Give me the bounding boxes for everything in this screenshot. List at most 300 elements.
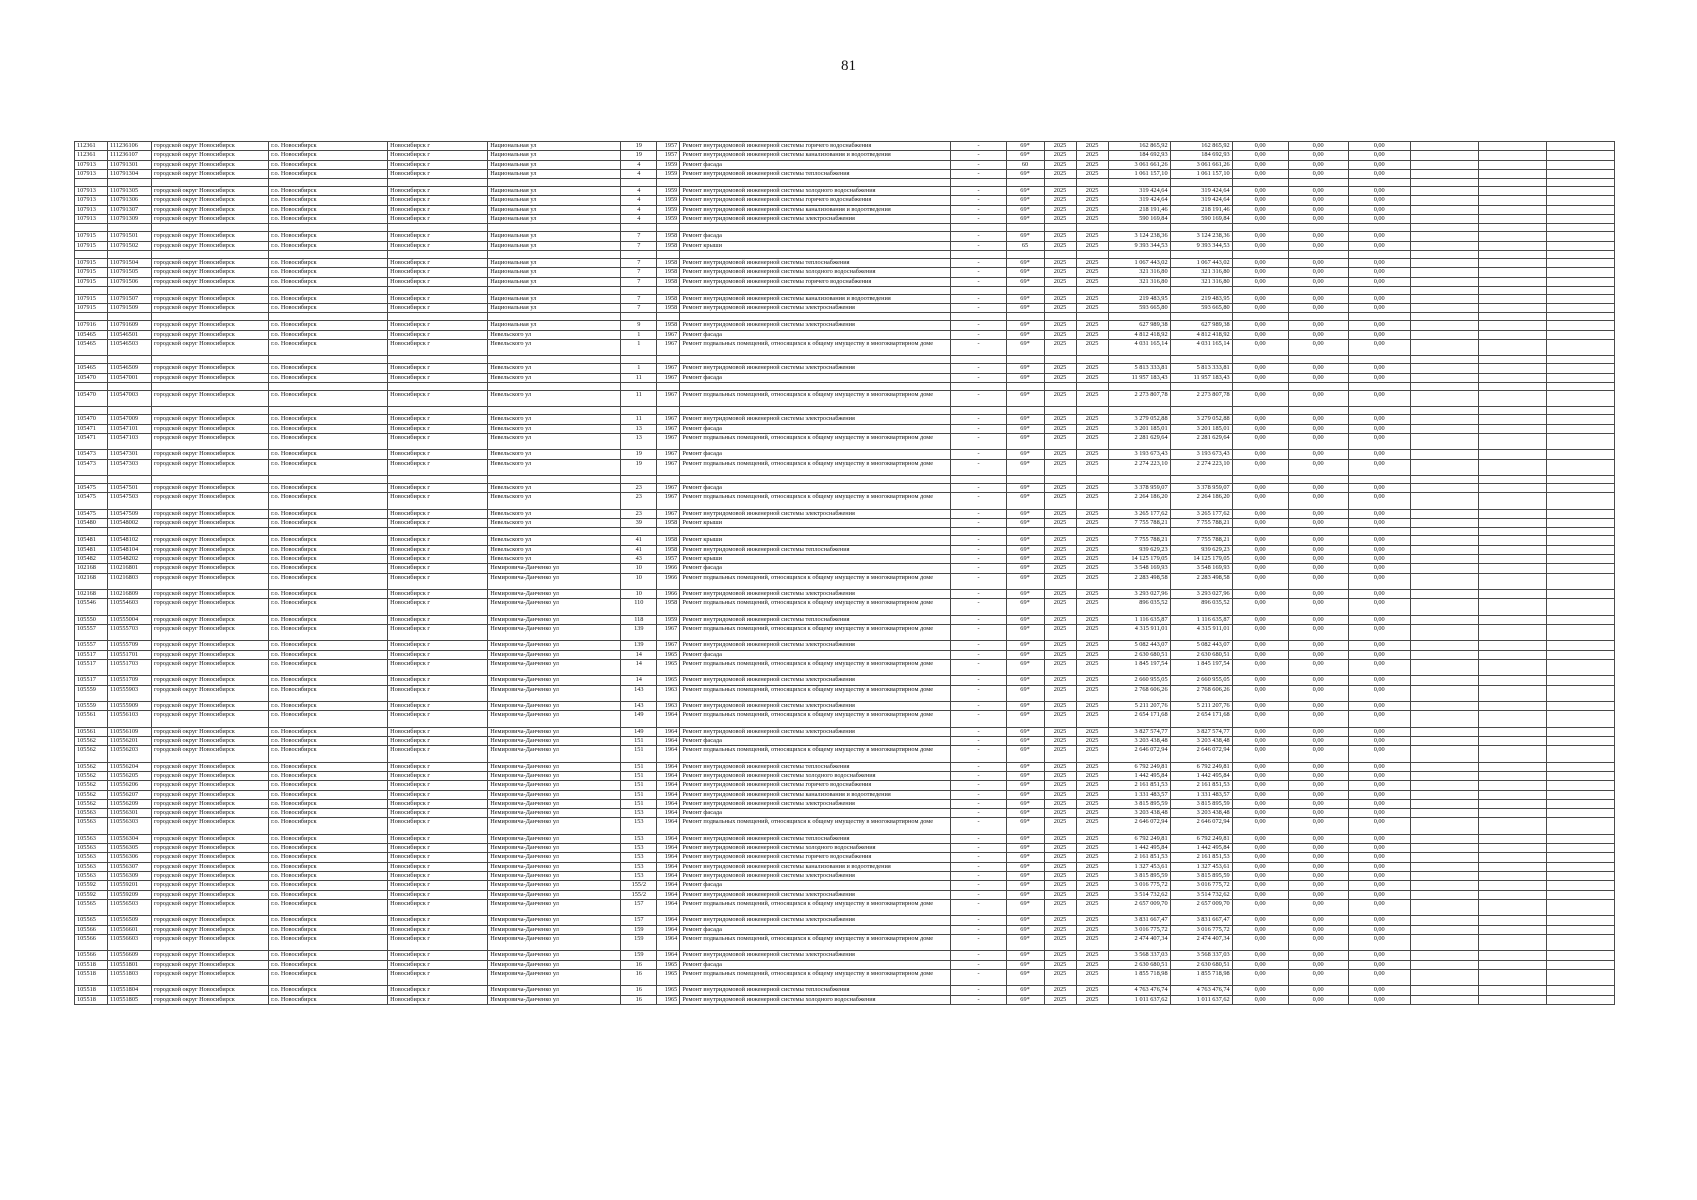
cell-cost-b: 0,00 xyxy=(1288,844,1348,853)
empty-cell xyxy=(1006,224,1044,232)
cell-year-end: 2025 xyxy=(1076,881,1108,890)
cell-build-year: 1965 xyxy=(657,659,680,675)
cell-wear: 69* xyxy=(1006,986,1044,995)
cell-build-year: 1959 xyxy=(657,196,680,205)
empty-cell xyxy=(1478,250,1546,258)
cell-municipality: городской округ Новосибирск xyxy=(152,676,269,685)
cell-build-year: 1967 xyxy=(657,415,680,424)
cell-col-dash: - xyxy=(951,995,1006,1004)
cell-col-dash: - xyxy=(951,659,1006,675)
cell-year-end: 2025 xyxy=(1076,862,1108,871)
cell-year-start: 2025 xyxy=(1044,151,1076,160)
cell-year-start: 2025 xyxy=(1044,340,1076,356)
cell-municipality: городской округ Новосибирск xyxy=(152,205,269,214)
cell-house-id: 107915 xyxy=(75,277,108,286)
empty-cell xyxy=(1348,356,1410,364)
empty-cell xyxy=(1288,313,1348,321)
cell-extra-b xyxy=(1478,615,1546,624)
cell-cost-c: 0,00 xyxy=(1348,853,1410,862)
empty-cell xyxy=(108,179,152,187)
cell-street: Немировича-Данченко ул xyxy=(488,624,621,640)
cell-year-start: 2025 xyxy=(1044,493,1076,509)
cell-wear: 69* xyxy=(1006,711,1044,727)
cell-year-end: 2025 xyxy=(1076,762,1108,771)
cell-cost-c: 0,00 xyxy=(1348,771,1410,780)
cell-work-type: Ремонт подвальных помещений, относящихся к общему имуществу в многоквартирном доме xyxy=(680,659,951,675)
cell-cost-fund: 3 514 732,62 xyxy=(1170,890,1232,899)
cell-cost-fund: 3 827 574,77 xyxy=(1170,727,1232,736)
empty-cell xyxy=(1478,224,1546,232)
cell-extra-c xyxy=(1546,142,1614,151)
cell-cost-c: 0,00 xyxy=(1348,781,1410,790)
cell-house-number: 16 xyxy=(621,960,657,969)
cell-element-id: 110551803 xyxy=(108,969,152,985)
empty-cell xyxy=(1288,286,1348,294)
cell-cost-b: 0,00 xyxy=(1288,599,1348,615)
empty-cell xyxy=(951,224,1006,232)
cell-extra-a xyxy=(1410,809,1478,818)
cell-year-start: 2025 xyxy=(1044,232,1076,241)
cell-cost-b: 0,00 xyxy=(1288,187,1348,196)
cell-street: Национальная ул xyxy=(488,294,621,303)
cell-cost-b: 0,00 xyxy=(1288,702,1348,711)
cell-extra-c xyxy=(1546,160,1614,169)
cell-cost-total: 3 203 438,48 xyxy=(1108,736,1170,745)
cell-cost-total: 3 279 052,88 xyxy=(1108,415,1170,424)
empty-cell xyxy=(152,250,269,258)
cell-cost-total: 9 393 344,53 xyxy=(1108,241,1170,250)
cell-street: Немировича-Данченко ул xyxy=(488,711,621,727)
cell-street: Национальная ул xyxy=(488,268,621,277)
cell-extra-b xyxy=(1478,434,1546,450)
cell-col-dash: - xyxy=(951,484,1006,493)
empty-cell xyxy=(1076,528,1108,536)
cell-wear: 69* xyxy=(1006,434,1044,450)
cell-year-start: 2025 xyxy=(1044,196,1076,205)
cell-wear: 69* xyxy=(1006,925,1044,934)
cell-element-id: 110555004 xyxy=(108,615,152,624)
cell-cost-a: 0,00 xyxy=(1232,969,1288,985)
cell-district: г.о. Новосибирск xyxy=(269,853,388,862)
cell-extra-c xyxy=(1546,799,1614,808)
cell-cost-c: 0,00 xyxy=(1348,373,1410,382)
cell-house-id: 105563 xyxy=(75,844,108,853)
cell-cost-c: 0,00 xyxy=(1348,881,1410,890)
cell-cost-a: 0,00 xyxy=(1232,364,1288,373)
cell-col-dash: - xyxy=(951,151,1006,160)
cell-year-end: 2025 xyxy=(1076,659,1108,675)
cell-cost-a: 0,00 xyxy=(1232,241,1288,250)
cell-element-id: 110791504 xyxy=(108,258,152,267)
empty-cell xyxy=(951,383,1006,391)
cell-extra-a xyxy=(1410,890,1478,899)
cell-wear: 69* xyxy=(1006,853,1044,862)
cell-cost-fund: 1 855 718,98 xyxy=(1170,969,1232,985)
cell-city: Новосибирск г xyxy=(388,434,488,450)
cell-element-id: 110791609 xyxy=(108,321,152,330)
cell-extra-c xyxy=(1546,762,1614,771)
cell-cost-a: 0,00 xyxy=(1232,509,1288,518)
cell-cost-total: 2 264 186,20 xyxy=(1108,493,1170,509)
cell-year-end: 2025 xyxy=(1076,899,1108,915)
table-row xyxy=(75,615,1615,624)
cell-extra-a xyxy=(1410,624,1478,640)
cell-col-dash: - xyxy=(951,925,1006,934)
cell-cost-c: 0,00 xyxy=(1348,536,1410,545)
empty-cell xyxy=(388,286,488,294)
cell-build-year: 1966 xyxy=(657,589,680,598)
cell-wear: 69* xyxy=(1006,676,1044,685)
empty-cell xyxy=(1348,250,1410,258)
cell-cost-c: 0,00 xyxy=(1348,951,1410,960)
cell-cost-a: 0,00 xyxy=(1232,650,1288,659)
cell-city: Новосибирск г xyxy=(388,391,488,407)
cell-work-type: Ремонт крыши xyxy=(680,554,951,563)
cell-extra-a xyxy=(1410,659,1478,675)
cell-street: Немировича-Данченко ул xyxy=(488,951,621,960)
cell-year-start: 2025 xyxy=(1044,391,1076,407)
empty-cell xyxy=(657,224,680,232)
cell-cost-a: 0,00 xyxy=(1232,659,1288,675)
cell-work-type: Ремонт внутридомовой инженерной системы горячего водоснабжения xyxy=(680,781,951,790)
cell-col-dash: - xyxy=(951,415,1006,424)
cell-year-start: 2025 xyxy=(1044,258,1076,267)
cell-cost-total: 1 067 443,02 xyxy=(1108,258,1170,267)
cell-element-id: 110556304 xyxy=(108,834,152,843)
cell-cost-a: 0,00 xyxy=(1232,277,1288,286)
cell-house-id: 105559 xyxy=(75,685,108,701)
cell-cost-total: 1 011 637,62 xyxy=(1108,995,1170,1004)
cell-cost-fund: 7 755 788,21 xyxy=(1170,536,1232,545)
cell-build-year: 1964 xyxy=(657,711,680,727)
cell-element-id: 110216803 xyxy=(108,573,152,589)
empty-cell xyxy=(1170,313,1232,321)
cell-house-id: 107915 xyxy=(75,294,108,303)
cell-district: г.о. Новосибирск xyxy=(269,258,388,267)
cell-year-start: 2025 xyxy=(1044,321,1076,330)
cell-col-dash: - xyxy=(951,853,1006,862)
cell-wear: 69* xyxy=(1006,844,1044,853)
cell-cost-fund: 321 316,80 xyxy=(1170,277,1232,286)
cell-district: г.о. Новосибирск xyxy=(269,554,388,563)
cell-cost-total: 2 281 629,64 xyxy=(1108,434,1170,450)
cell-element-id: 110546509 xyxy=(108,364,152,373)
cell-col-dash: - xyxy=(951,573,1006,589)
cell-year-start: 2025 xyxy=(1044,702,1076,711)
cell-extra-b xyxy=(1478,995,1546,1004)
cell-cost-b: 0,00 xyxy=(1288,834,1348,843)
cell-cost-fund: 319 424,64 xyxy=(1170,196,1232,205)
cell-cost-total: 14 125 179,05 xyxy=(1108,554,1170,563)
empty-cell xyxy=(1546,356,1614,364)
empty-cell xyxy=(680,476,951,484)
empty-cell xyxy=(1044,313,1076,321)
cell-extra-c xyxy=(1546,330,1614,339)
cell-extra-a xyxy=(1410,564,1478,573)
cell-cost-b: 0,00 xyxy=(1288,790,1348,799)
cell-wear: 69* xyxy=(1006,995,1044,1004)
cell-build-year: 1967 xyxy=(657,624,680,640)
cell-cost-b: 0,00 xyxy=(1288,536,1348,545)
cell-cost-fund: 3 378 959,07 xyxy=(1170,484,1232,493)
cell-col-dash: - xyxy=(951,545,1006,554)
cell-cost-fund: 3 203 438,48 xyxy=(1170,809,1232,818)
cell-work-type: Ремонт внутридомовой инженерной системы горячего водоснабжения xyxy=(680,853,951,862)
empty-cell xyxy=(1170,286,1232,294)
cell-district: г.о. Новосибирск xyxy=(269,771,388,780)
cell-cost-b: 0,00 xyxy=(1288,746,1348,762)
table-row xyxy=(75,771,1615,780)
cell-work-type: Ремонт внутридомовой инженерной системы горячего водоснабжения xyxy=(680,142,951,151)
cell-house-id: 105562 xyxy=(75,762,108,771)
cell-extra-b xyxy=(1478,736,1546,745)
empty-cell xyxy=(1044,476,1076,484)
cell-city: Новосибирск г xyxy=(388,459,488,475)
cell-extra-b xyxy=(1478,960,1546,969)
cell-build-year: 1967 xyxy=(657,509,680,518)
cell-col-dash: - xyxy=(951,951,1006,960)
cell-municipality: городской округ Новосибирск xyxy=(152,960,269,969)
cell-extra-a xyxy=(1410,862,1478,871)
cell-city: Новосибирск г xyxy=(388,493,488,509)
cell-element-id: 110791307 xyxy=(108,205,152,214)
cell-extra-c xyxy=(1546,951,1614,960)
cell-year-end: 2025 xyxy=(1076,294,1108,303)
table-row xyxy=(75,434,1615,450)
cell-element-id: 110556309 xyxy=(108,872,152,881)
cell-house-id: 112361 xyxy=(75,142,108,151)
cell-element-id: 110791505 xyxy=(108,268,152,277)
cell-year-start: 2025 xyxy=(1044,853,1076,862)
cell-cost-b: 0,00 xyxy=(1288,232,1348,241)
cell-city: Новосибирск г xyxy=(388,599,488,615)
cell-house-id: 105563 xyxy=(75,862,108,871)
cell-cost-c: 0,00 xyxy=(1348,330,1410,339)
cell-year-end: 2025 xyxy=(1076,330,1108,339)
cell-wear: 60 xyxy=(1006,160,1044,169)
empty-cell xyxy=(1348,528,1410,536)
cell-cost-a: 0,00 xyxy=(1232,641,1288,650)
cell-house-number: 14 xyxy=(621,650,657,659)
cell-work-type: Ремонт внутридомовой инженерной системы канализования и водоотведения xyxy=(680,790,951,799)
empty-cell xyxy=(1108,407,1170,415)
cell-year-end: 2025 xyxy=(1076,340,1108,356)
table-row xyxy=(75,391,1615,407)
cell-build-year: 1964 xyxy=(657,771,680,780)
empty-cell xyxy=(1348,313,1410,321)
cell-year-start: 2025 xyxy=(1044,215,1076,224)
cell-cost-a: 0,00 xyxy=(1232,599,1288,615)
cell-cost-fund: 3 124 238,36 xyxy=(1170,232,1232,241)
cell-street: Немировича-Данченко ул xyxy=(488,564,621,573)
cell-district: г.о. Новосибирск xyxy=(269,599,388,615)
table-body xyxy=(75,142,1615,1005)
cell-year-end: 2025 xyxy=(1076,258,1108,267)
cell-year-end: 2025 xyxy=(1076,986,1108,995)
cell-year-start: 2025 xyxy=(1044,890,1076,899)
cell-city: Новосибирск г xyxy=(388,321,488,330)
cell-city: Новосибирск г xyxy=(388,536,488,545)
cell-cost-a: 0,00 xyxy=(1232,890,1288,899)
cell-work-type: Ремонт внутридомовой инженерной системы холодного водоснабжения xyxy=(680,268,951,277)
cell-extra-b xyxy=(1478,484,1546,493)
empty-cell xyxy=(1170,383,1232,391)
cell-street: Национальная ул xyxy=(488,277,621,286)
cell-street: Невельского ул xyxy=(488,434,621,450)
cell-cost-total: 1 855 718,98 xyxy=(1108,969,1170,985)
cell-cost-b: 0,00 xyxy=(1288,321,1348,330)
cell-extra-a xyxy=(1410,519,1478,528)
cell-house-number: 151 xyxy=(621,736,657,745)
cell-cost-a: 0,00 xyxy=(1232,321,1288,330)
cell-cost-total: 162 865,92 xyxy=(1108,142,1170,151)
cell-extra-c xyxy=(1546,258,1614,267)
cell-municipality: городской округ Новосибирск xyxy=(152,589,269,598)
cell-house-number: 159 xyxy=(621,925,657,934)
cell-city: Новосибирск г xyxy=(388,294,488,303)
cell-cost-b: 0,00 xyxy=(1288,624,1348,640)
cell-extra-c xyxy=(1546,169,1614,178)
cell-element-id: 110791304 xyxy=(108,169,152,178)
cell-wear: 69* xyxy=(1006,862,1044,871)
table-row xyxy=(75,659,1615,675)
cell-wear: 69* xyxy=(1006,727,1044,736)
cell-house-id: 105475 xyxy=(75,484,108,493)
cell-year-start: 2025 xyxy=(1044,304,1076,313)
cell-extra-b xyxy=(1478,624,1546,640)
cell-wear: 69* xyxy=(1006,294,1044,303)
empty-cell xyxy=(152,528,269,536)
empty-cell xyxy=(1170,528,1232,536)
cell-city: Новосибирск г xyxy=(388,519,488,528)
cell-district: г.о. Новосибирск xyxy=(269,160,388,169)
cell-build-year: 1958 xyxy=(657,232,680,241)
cell-municipality: городской округ Новосибирск xyxy=(152,790,269,799)
cell-extra-c xyxy=(1546,215,1614,224)
cell-district: г.о. Новосибирск xyxy=(269,169,388,178)
cell-cost-b: 0,00 xyxy=(1288,268,1348,277)
cell-cost-c: 0,00 xyxy=(1348,573,1410,589)
cell-element-id: 110556503 xyxy=(108,899,152,915)
cell-extra-c xyxy=(1546,321,1614,330)
cell-cost-b: 0,00 xyxy=(1288,809,1348,818)
cell-year-end: 2025 xyxy=(1076,277,1108,286)
cell-street: Немировича-Данченко ул xyxy=(488,650,621,659)
cell-street: Немировича-Данченко ул xyxy=(488,862,621,871)
empty-cell xyxy=(1044,286,1076,294)
cell-work-type: Ремонт внутридомовой инженерной системы теплоснабжения xyxy=(680,762,951,771)
cell-build-year: 1964 xyxy=(657,818,680,834)
cell-element-id: 110556601 xyxy=(108,925,152,934)
table-row xyxy=(75,330,1615,339)
cell-element-id: 110555703 xyxy=(108,624,152,640)
cell-cost-fund: 2 474 407,34 xyxy=(1170,934,1232,950)
cell-cost-a: 0,00 xyxy=(1232,196,1288,205)
empty-cell xyxy=(621,356,657,364)
cell-extra-b xyxy=(1478,781,1546,790)
cell-cost-fund: 1 067 443,02 xyxy=(1170,258,1232,267)
cell-cost-total: 1 327 453,61 xyxy=(1108,862,1170,871)
cell-cost-b: 0,00 xyxy=(1288,899,1348,915)
cell-cost-c: 0,00 xyxy=(1348,762,1410,771)
empty-cell xyxy=(951,476,1006,484)
table-row xyxy=(75,809,1615,818)
cell-work-type: Ремонт подвальных помещений, относящихся к общему имуществу в многоквартирном доме xyxy=(680,685,951,701)
cell-cost-total: 3 016 775,72 xyxy=(1108,881,1170,890)
cell-district: г.о. Новосибирск xyxy=(269,862,388,871)
cell-year-end: 2025 xyxy=(1076,424,1108,433)
cell-house-id: 105471 xyxy=(75,434,108,450)
empty-cell xyxy=(1232,407,1288,415)
cell-cost-a: 0,00 xyxy=(1232,995,1288,1004)
cell-district: г.о. Новосибирск xyxy=(269,294,388,303)
cell-cost-c: 0,00 xyxy=(1348,624,1410,640)
cell-wear: 69* xyxy=(1006,834,1044,843)
cell-extra-a xyxy=(1410,762,1478,771)
cell-wear: 69* xyxy=(1006,277,1044,286)
cell-house-number: 13 xyxy=(621,434,657,450)
cell-city: Новосибирск г xyxy=(388,232,488,241)
cell-wear: 69* xyxy=(1006,304,1044,313)
cell-cost-b: 0,00 xyxy=(1288,781,1348,790)
table-row xyxy=(75,205,1615,214)
cell-extra-c xyxy=(1546,589,1614,598)
empty-cell xyxy=(621,313,657,321)
cell-city: Новосибирск г xyxy=(388,862,488,871)
cell-municipality: городской округ Новосибирск xyxy=(152,187,269,196)
cell-cost-c: 0,00 xyxy=(1348,509,1410,518)
cell-street: Немировича-Данченко ул xyxy=(488,771,621,780)
cell-cost-b: 0,00 xyxy=(1288,995,1348,1004)
cell-street: Немировича-Данченко ул xyxy=(488,853,621,862)
cell-extra-c xyxy=(1546,781,1614,790)
cell-house-id: 105546 xyxy=(75,599,108,615)
table-row xyxy=(75,781,1615,790)
cell-wear: 69* xyxy=(1006,536,1044,545)
cell-extra-a xyxy=(1410,771,1478,780)
empty-cell xyxy=(1044,179,1076,187)
empty-cell xyxy=(1170,356,1232,364)
cell-work-type: Ремонт внутридомовой инженерной системы горячего водоснабжения xyxy=(680,277,951,286)
cell-cost-b: 0,00 xyxy=(1288,459,1348,475)
cell-cost-total: 5 082 443,07 xyxy=(1108,641,1170,650)
cell-year-end: 2025 xyxy=(1076,969,1108,985)
empty-cell xyxy=(269,179,388,187)
cell-municipality: городской округ Новосибирск xyxy=(152,258,269,267)
cell-street: Немировича-Данченко ул xyxy=(488,818,621,834)
cell-extra-a xyxy=(1410,391,1478,407)
cell-extra-a xyxy=(1410,881,1478,890)
cell-extra-c xyxy=(1546,564,1614,573)
table-row xyxy=(75,641,1615,650)
cell-extra-a xyxy=(1410,790,1478,799)
cell-cost-total: 2 654 171,68 xyxy=(1108,711,1170,727)
cell-work-type: Ремонт внутридомовой инженерной системы канализования и водоотведения xyxy=(680,205,951,214)
cell-cost-total: 3 815 895,59 xyxy=(1108,799,1170,808)
cell-municipality: городской округ Новосибирск xyxy=(152,934,269,950)
cell-street: Невельского ул xyxy=(488,519,621,528)
cell-cost-fund: 896 035,52 xyxy=(1170,599,1232,615)
empty-cell xyxy=(1546,476,1614,484)
empty-cell xyxy=(680,356,951,364)
cell-house-number: 10 xyxy=(621,564,657,573)
cell-extra-a xyxy=(1410,330,1478,339)
cell-cost-a: 0,00 xyxy=(1232,536,1288,545)
cell-municipality: городской округ Новосибирск xyxy=(152,373,269,382)
empty-cell xyxy=(488,179,621,187)
cell-year-start: 2025 xyxy=(1044,241,1076,250)
cell-col-dash: - xyxy=(951,969,1006,985)
